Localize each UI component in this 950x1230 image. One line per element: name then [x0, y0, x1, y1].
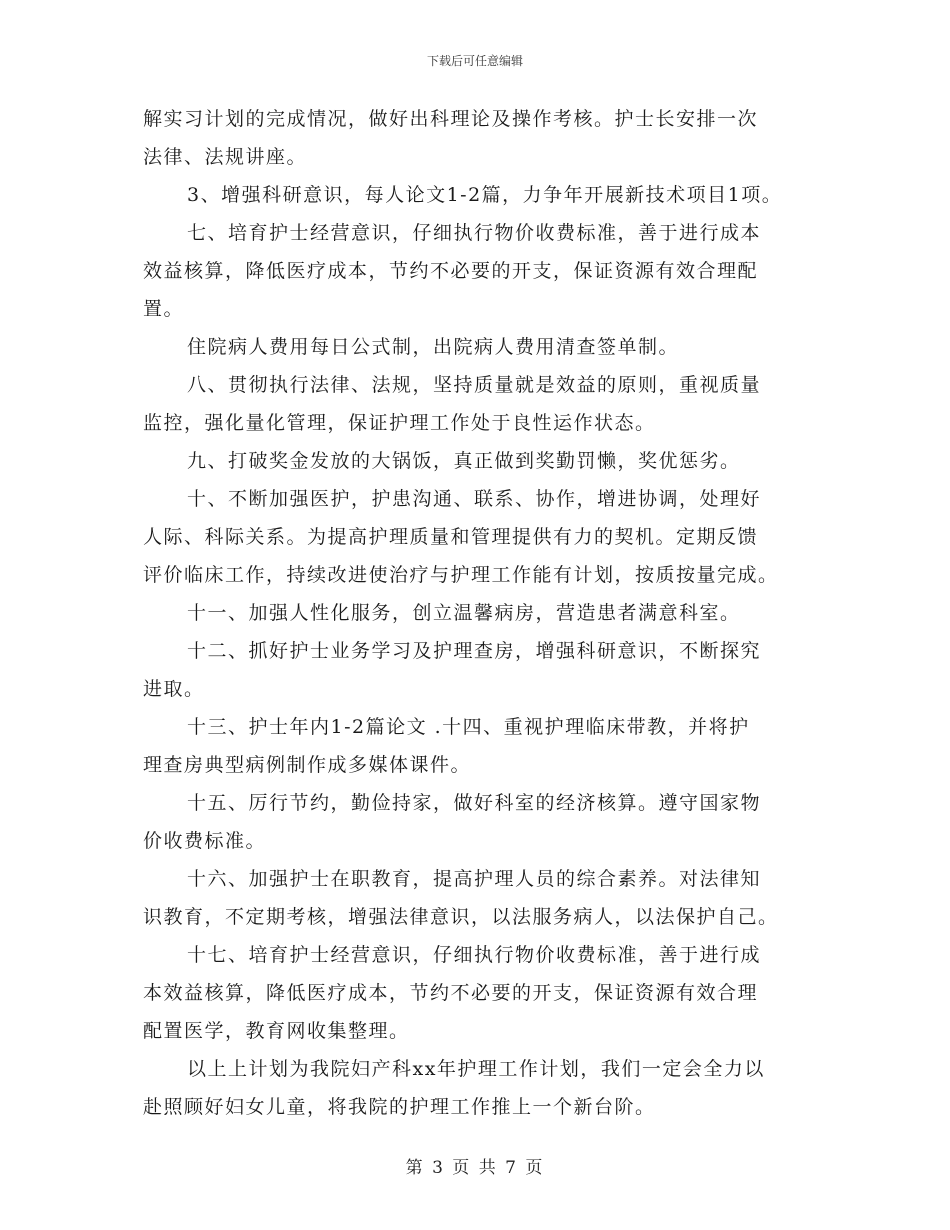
- text-line: 十一、加强人性化服务，创立温馨病房，营造患者满意科室。: [187, 602, 741, 624]
- text-line: 赴照顾好妇女儿童，将我院的护理工作推上一个新台阶。: [143, 1096, 656, 1118]
- text-line: 效益核算，降低医疗成本，节约不必要的开支，保证资源有效合理配: [143, 260, 759, 282]
- text-line: 九、打破奖金发放的大锅饭，真正做到奖勤罚懒，奖优惩劣。: [187, 450, 741, 472]
- document-body: [143, 100, 823, 1126]
- text-line: 评价临床工作，持续改进使治疗与护理工作能有计划，按质按量完成。: [143, 564, 779, 586]
- text-line: 十二、抓好护士业务学习及护理查房，增强科研意识，不断探究: [187, 640, 762, 662]
- text-line: 理查房典型病例制作成多媒体课件。: [143, 754, 472, 776]
- text-line: 本效益核算，降低医疗成本，节约不必要的开支，保证资源有效合理: [143, 982, 759, 1004]
- text-line: 八、贯彻执行法律、法规，坚持质量就是效益的原则，重视质量: [187, 374, 762, 396]
- text-line: 十三、护士年内1-2篇论文 .十四、重视护理临床带教，并将护: [187, 716, 750, 738]
- text-line: 人际、科际关系。为提高护理质量和管理提供有力的契机。定期反馈: [143, 526, 759, 548]
- text-line: 进取。: [143, 678, 205, 700]
- text-line: 配置医学，教育网收集整理。: [143, 1020, 410, 1042]
- text-line: 解实习计划的完成情况，做好出科理论及操作考核。护士长安排一次: [143, 108, 759, 130]
- text-line: 住院病人费用每日公式制，出院病人费用清查签单制。: [187, 336, 680, 358]
- text-line: 十五、厉行节约，勤俭持家，做好科室的经济核算。遵守国家物: [187, 792, 762, 814]
- text-line: 识教育，不定期考核，增强法律意识，以法服务病人，以法保护自己。: [143, 906, 779, 928]
- text-line: 以上上计划为我院妇产科xx年护理工作计划，我们一定会全力以: [187, 1058, 765, 1080]
- text-line: 法律、法规讲座。: [143, 146, 308, 168]
- text-line: 十七、培育护士经营意识，仔细执行物价收费标准，善于进行成: [187, 944, 762, 966]
- text-line: 价收费标准。: [143, 830, 267, 852]
- text-line: 十、不断加强医护，护患沟通、联系、协作，增进协调，处理好: [187, 488, 762, 510]
- page-footer: 第 3 页 共 7 页: [405, 1158, 545, 1178]
- page-header: 下载后可任意编辑: [426, 54, 523, 68]
- text-line: 3、增强科研意识，每人论文1-2篇，力争年开展新技术项目1项。: [187, 184, 783, 206]
- text-line: 置。: [143, 298, 185, 320]
- text-line: 十六、加强护士在职教育，提高护理人员的综合素养。对法律知: [187, 868, 762, 890]
- text-line: 监控，强化量化管理，保证护理工作处于良性运作状态。: [143, 412, 656, 434]
- text-line: 七、培育护士经营意识，仔细执行物价收费标准，善于进行成本: [187, 222, 762, 244]
